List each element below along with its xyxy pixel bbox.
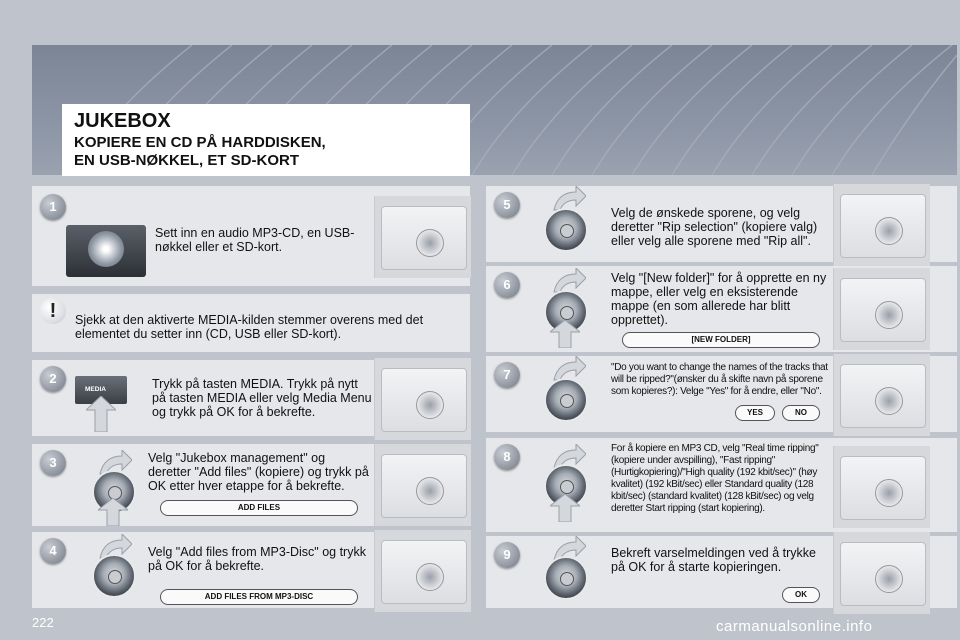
control-dial-icon bbox=[544, 378, 588, 422]
press-arrow-icon bbox=[550, 494, 580, 522]
add-files-from-mp3-disc-button: ADD FILES FROM MP3-DISC bbox=[160, 589, 358, 605]
step-8-number: 8 bbox=[494, 444, 520, 470]
press-arrow-icon bbox=[86, 396, 116, 432]
step-7-number: 7 bbox=[494, 362, 520, 388]
radio-unit-image bbox=[374, 530, 471, 612]
step-4-number: 4 bbox=[40, 538, 66, 564]
step-9-number: 9 bbox=[494, 542, 520, 568]
radio-unit-image bbox=[833, 184, 930, 266]
press-arrow-icon bbox=[98, 498, 128, 526]
step-1-text: Sett inn en audio MP3-CD, en USB-nøkkel eller et SD-kort. bbox=[155, 226, 355, 254]
step-8-text: For å kopiere en MP3 CD, velg "Real time ripping" (kopiere under avspilling), "Fast ripping" (Hurtigkopiering)/"High quality (192 kbit/sec)" (høy kvalitet) (192 kBit/sec) eller Standard quality (128 kbit/sec) (standard kvalitet) (128 kBit/sec) og velg deretter Start ripping (start kopiering). bbox=[611, 443, 819, 514]
warning-text: Sjekk at den aktiverte MEDIA-kilden stemmer overens med det elementet du setter inn (CD, USB eller SD-kort). bbox=[75, 313, 424, 341]
media-key-icon: MEDIA bbox=[75, 376, 127, 404]
no-button: NO bbox=[782, 405, 820, 421]
control-dial-icon bbox=[544, 208, 588, 252]
cd-disc-icon bbox=[88, 231, 124, 267]
radio-unit-image bbox=[833, 268, 930, 350]
radio-unit-image bbox=[374, 358, 471, 440]
ok-button: OK bbox=[782, 587, 820, 603]
radio-unit-image bbox=[833, 354, 930, 436]
step-9-text: Bekreft varselmeldingen ved å trykke på OK for å starte kopieringen. bbox=[611, 546, 816, 574]
subtitle-line-1: KOPIERE EN CD PÅ HARDDISKEN, bbox=[74, 134, 326, 151]
step-3-number: 3 bbox=[40, 450, 66, 476]
control-dial-icon bbox=[92, 554, 136, 598]
page-number: 222 bbox=[32, 615, 54, 630]
step-4-text: Velg "Add files from MP3-Disc" og trykk på OK for å bekrefte. bbox=[148, 545, 366, 573]
new-folder-button: [NEW FOLDER] bbox=[622, 332, 820, 348]
page-title: JUKEBOX bbox=[74, 110, 171, 132]
press-arrow-icon bbox=[550, 320, 580, 348]
control-dial-icon bbox=[544, 556, 588, 600]
step-1-number: 1 bbox=[40, 194, 66, 220]
step-2-number: 2 bbox=[40, 366, 66, 392]
yes-button: YES bbox=[735, 405, 775, 421]
watermark: carmanualsonline.info bbox=[716, 618, 873, 635]
radio-unit-image bbox=[374, 444, 471, 526]
subtitle-line-2: EN USB-NØKKEL, ET SD-KORT bbox=[74, 152, 299, 169]
step-5-number: 5 bbox=[494, 192, 520, 218]
title-card bbox=[62, 104, 470, 176]
radio-unit-image bbox=[833, 446, 930, 528]
step-6-text: Velg "[New folder]" for å opprette en ny mappe, eller velg en eksisterende mappe (en som allerede har blitt opprettet). bbox=[611, 271, 827, 327]
step-3-text: Velg "Jukebox management" og deretter "Add files" (kopiere) og trykk på OK etter hver etappe for å bekrefte. bbox=[148, 451, 369, 493]
step-5-text: Velg de ønskede sporene, og velg deretter "Rip selection" (kopiere valg) eller velg alle sporene med "Rip all". bbox=[611, 206, 818, 248]
step-7-text: "Do you want to change the names of the tracks that will be ripped?"(ønsker du å skifte navn på sporene som kopieres?): Velge "Yes" for å endre, eller "No". bbox=[611, 362, 828, 397]
radio-unit-image bbox=[374, 196, 471, 278]
warning-icon: ! bbox=[40, 298, 66, 324]
step-6-number: 6 bbox=[494, 272, 520, 298]
radio-unit-image bbox=[833, 532, 930, 614]
step-2-text: Trykk på tasten MEDIA. Trykk på nytt på tasten MEDIA eller velg Media Menu og trykk på OK for å bekrefte. bbox=[152, 377, 372, 419]
cd-player-image bbox=[66, 225, 146, 277]
add-files-button: ADD FILES bbox=[160, 500, 358, 516]
page-subtitle bbox=[74, 134, 326, 170]
